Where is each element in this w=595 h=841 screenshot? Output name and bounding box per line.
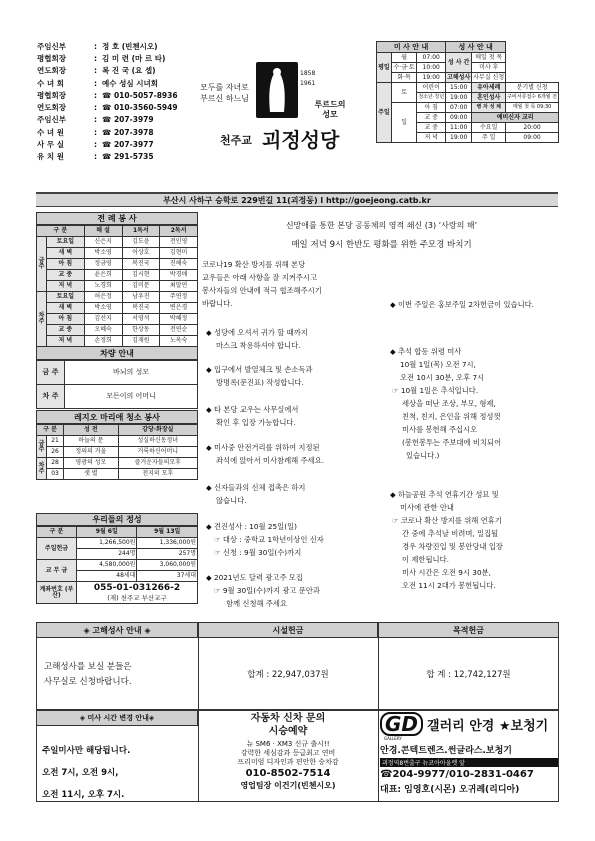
- cell: 하늘의 문: [64, 436, 118, 447]
- car-title: 차량 안내: [36, 346, 198, 360]
- notice-line: 이번 주일은 홍보주일 2차헌금이 있습니다.: [397, 300, 535, 309]
- notice-line: (봉헌봉투는 주보대에 비치되어: [402, 438, 502, 447]
- mass-slot: 저 녁: [417, 133, 446, 143]
- staff-value: 김 미 련 (마 르 타): [102, 53, 166, 63]
- group-label: 금주: [37, 237, 47, 292]
- weekday-label: 평일: [377, 53, 392, 83]
- cell: 허은정: [84, 292, 122, 303]
- car-week-label: 차 주: [37, 385, 65, 409]
- cell: 손정희: [84, 336, 122, 347]
- covid-rule: [206, 481, 384, 507]
- diamond-icon: ◆: [390, 300, 398, 309]
- group-label: 차주: [37, 292, 47, 347]
- notice-line: 견진성사 : 10월 25일(일): [213, 522, 297, 531]
- notice-line: 미사 시간은 오전 9시 30분,: [402, 568, 491, 577]
- mass-change-line: 주일미사만 해당됩니다.: [42, 746, 131, 756]
- sacrament-header: 성 사 안 내: [446, 42, 506, 53]
- account-cell: [77, 582, 198, 604]
- sacrament-name: 성 사 간: [446, 53, 472, 73]
- rule-line: 방명록(문진표) 작성합니다.: [216, 378, 304, 387]
- confession-line: 사무실로 신청바랍니다.: [44, 677, 132, 687]
- notice-line: 친척, 친지, 은인을 위해 정성껏: [402, 412, 501, 421]
- staff-key: 수 녀 회: [37, 78, 64, 88]
- cell: 정의의 거울: [64, 447, 118, 458]
- intro-line: 코로나19 확산 방지를 위해 본당: [202, 260, 306, 269]
- liturgy-table: [36, 225, 198, 347]
- col-header: 해 설: [84, 226, 122, 237]
- car-ad-phone: 010-8502-7514: [245, 768, 331, 779]
- col-header: 9월 6일: [77, 527, 137, 538]
- mass-change-line: 오전 7시, 오전 9시,: [42, 768, 119, 778]
- staff-value: ☎ 207-3977: [102, 140, 154, 150]
- car-ad-line: 강력한 세심감과 등급최고 연비: [240, 749, 336, 757]
- mass-day: 화·목: [391, 73, 416, 83]
- cell: 48세대: [77, 571, 137, 582]
- staff-key: 연도회장: [37, 66, 66, 76]
- cell: 김재원: [122, 336, 160, 347]
- covid-intro: [202, 258, 382, 310]
- notice-line: 미사에 관한 안내: [400, 503, 454, 512]
- promo-notice: [390, 298, 558, 311]
- notice-line: ☞ 9월 30일(수)까지 광고 문안과: [214, 586, 320, 595]
- car-ad-line: 프리미엄 디자인과 편안한 승차감: [237, 758, 339, 766]
- church-prefix: 천주교: [220, 134, 252, 147]
- notice-title-2: 매일 저녁 9시 한반도 평화를 위한 주모경 바치기: [291, 240, 472, 250]
- notice-line: 10월 1일(목) 오전 7시,: [400, 360, 476, 369]
- sun-label: 일: [391, 103, 416, 143]
- mass-slot: 교 중: [417, 123, 446, 133]
- staff-value: 예수 성심 시녀회: [102, 78, 158, 88]
- cell: 노옥숙: [160, 336, 198, 347]
- purpose-total: 합 계 : 12,742,127원: [426, 670, 511, 680]
- sacrament-name: 고해성사: [447, 73, 471, 81]
- row-label: 토요일: [47, 237, 85, 248]
- sacrament-name: 병 자 성 체: [472, 103, 506, 113]
- intro-line: 봉사자들의 안내에 적극 협조해주시기: [202, 286, 322, 295]
- cell: 전인영: [160, 237, 198, 248]
- catechism-header: 예비신자 교리: [472, 113, 559, 123]
- row-label: 계좌번호 (부산): [37, 582, 77, 604]
- cell: 257명: [137, 549, 198, 560]
- mass-change-text: [42, 740, 130, 806]
- slogan-text: 모두를 자녀로 부르신 하느님: [200, 83, 249, 103]
- notice-line: 간 중에 추석날 비려며, 밀집될: [402, 529, 499, 538]
- staff-key: 주임신부: [37, 115, 66, 125]
- cell: 박소영: [84, 303, 122, 314]
- car-ad: [198, 712, 378, 792]
- cell: 거룩하신어머니: [118, 447, 197, 458]
- staff-key: 사 무 실: [37, 140, 64, 150]
- col-header: 구 분: [37, 425, 64, 436]
- cell: 26: [47, 447, 64, 458]
- staff-key: 평협회장: [37, 53, 66, 63]
- car-ad-line: 뉴 SM6 · XM3 신규 출시!!: [246, 740, 330, 748]
- cell: 1,266,500원: [77, 538, 137, 549]
- glasses-ad-rep: 대표: 임영호(시몬) 오귀례(리디아): [380, 785, 520, 795]
- covid-rule: [206, 403, 384, 429]
- mass-slot: 청소년·청년: [417, 93, 446, 103]
- notice-line: 추석 합동 위령 미사: [397, 347, 462, 356]
- glasses-ad-address: 괴정역8번출구 뉴코아아울렛 앞: [380, 758, 558, 767]
- madonna-emblem: [256, 62, 298, 118]
- church-name: 괴정성당: [262, 128, 340, 152]
- mass-time: 19:00: [446, 93, 472, 103]
- cell: 영광의 성모: [64, 458, 118, 469]
- rule-line: 미사중 안전거리를 위하여 지정된: [213, 443, 320, 452]
- row-label: 교 무 금: [37, 560, 77, 582]
- row-label: 저 녁: [47, 281, 85, 292]
- group-label: 금주: [37, 436, 47, 458]
- rule-line: 신자들과의 신체 접촉은 하지: [213, 483, 306, 492]
- row-label: 아 침: [47, 314, 85, 325]
- mass-time: 10:00: [417, 63, 446, 73]
- cell: 복진국: [122, 259, 160, 270]
- col-header: 강당·화장실: [118, 425, 197, 436]
- staff-key: 연도회장: [37, 103, 66, 113]
- car-week-value: 바뇌의 성모: [65, 361, 198, 385]
- confession-line: 고해성사를 보실 분들은: [44, 662, 132, 672]
- staff-key: 주임신부: [37, 41, 66, 51]
- rule-line: 입구에서 발열체크 및 손소독과: [213, 365, 313, 374]
- notice-line: ☞ 10월 1일은 추석입니다.: [392, 386, 479, 395]
- offering-table: [36, 526, 198, 604]
- car-ad-subtitle: 시승예약: [268, 726, 308, 737]
- cell: 즐거운자들의모후: [118, 458, 197, 469]
- row-label: 새 벽: [47, 248, 85, 259]
- cell: 남우진: [122, 292, 160, 303]
- cell: 한상동: [122, 325, 160, 336]
- sacrament-info: 매월 첫 목 09:30: [506, 103, 559, 113]
- rule-line: 좌석에 앉아서 미사참례해 주세요.: [216, 456, 324, 465]
- chuseok-mass-notice: [390, 345, 560, 462]
- cell: 변은경: [160, 303, 198, 314]
- cell: 주연정: [160, 292, 198, 303]
- sacrament-info: 매일 첫 목: [472, 53, 506, 63]
- covid-rule: [206, 441, 384, 467]
- cell: 김선지: [84, 314, 122, 325]
- mass-change-line: 오전 11시, 오후 7시.: [42, 790, 125, 800]
- mass-slot: 아 침: [417, 103, 446, 113]
- sacrament-info: 사무실 신청: [473, 73, 505, 81]
- diamond-icon: ◆: [206, 522, 214, 531]
- staff-key: 평협회장: [37, 90, 66, 100]
- mass-time: 07:00: [446, 103, 472, 113]
- diamond-icon: ◆: [206, 405, 214, 414]
- row-label: 교 중: [47, 325, 85, 336]
- notice-line: ☞ 대상 : 중학교 1학년이상인 신자: [214, 535, 324, 544]
- rule-line: 확인 후 입장 가능합니다.: [216, 418, 296, 427]
- cell: 노경희: [84, 281, 122, 292]
- cell: 성실하신동정녀: [118, 436, 197, 447]
- cell: 박소영: [84, 248, 122, 259]
- col-header: 구 분: [37, 527, 77, 538]
- sacrament-info: 미사 후: [472, 63, 506, 73]
- cell: 3,060,000원: [137, 560, 198, 571]
- cell: 오혜숙: [84, 325, 122, 336]
- cell: 전연순: [160, 325, 198, 336]
- catechism-time: 20:00: [506, 123, 559, 133]
- cell: 김도윤: [122, 237, 160, 248]
- account-number: 055-01-031266-2: [93, 582, 181, 593]
- cell: 최말연: [160, 281, 198, 292]
- mass-slot: 어린이: [417, 83, 446, 93]
- mass-header: 미 사 안 내: [377, 42, 446, 53]
- intro-line: 교우들은 아래 사항을 잘 지켜주시고: [202, 273, 318, 282]
- mass-time: 07:00: [417, 53, 446, 63]
- row-label: 새 벽: [47, 303, 85, 314]
- sacrament-name: 혼인성사: [472, 93, 506, 103]
- mass-time: 19:00: [446, 133, 472, 143]
- sacrament-info: 구비서류접수 6개월 전: [506, 93, 559, 103]
- facility-total: 합계 : 22,947,037원: [247, 670, 329, 680]
- staff-value: ☎ 207-3978: [102, 127, 154, 137]
- row-label: 아 침: [47, 259, 85, 270]
- offering-title: 우리들의 정성: [36, 513, 198, 526]
- cemetery-notice: [390, 488, 560, 592]
- glasses-logo-mark: GD: [380, 712, 423, 736]
- cell: 김시현: [122, 270, 160, 281]
- liturgy-title: 전 례 봉 사: [36, 212, 198, 225]
- diamond-icon: ◆: [206, 443, 214, 452]
- legio-table: [36, 424, 198, 480]
- diamond-icon: ◆: [390, 347, 398, 356]
- catechism-time: 09:00: [506, 133, 559, 143]
- sunday-label: 주일: [377, 83, 392, 143]
- car-ad-contact: 영업팀장 이건기(빈첸시오): [240, 781, 336, 790]
- staff-value: ☎ 010-3560-5949: [102, 103, 178, 113]
- diamond-icon: ◆: [206, 573, 214, 582]
- staff-list: 주임신부 : 정 호 (빈첸시오) 평협회장 : 김 미 련 (마 르 타) 연도회장 : 복 진 국 (요 셉) 수 녀 회 : 예수 성심 시녀회 평협회장 : ☎ 010-5057-8936 연도회장 : ☎ 010-3560-5949 주임신부 : ☎ 207-3979 수 녀 원 : ☎ 207-3978 사 무 실 : ☎ 207-3977 유 치 원 : ☎ 291-5735: [37, 41, 178, 162]
- rule-line: 마스크 착용하셔야 합니다.: [216, 341, 301, 350]
- address-bar: 부산시 사하구 승학로 229번길 11(괴정동) l http://goejeong.catb.kr: [36, 192, 558, 207]
- mass-change-header: ◈ 미사 시간 변경 안내◈: [36, 710, 198, 726]
- calendar-notice: [206, 571, 384, 610]
- mass-time: 15:00: [446, 83, 472, 93]
- diamond-icon: ◆: [206, 328, 214, 337]
- diamond-icon: ◆: [206, 365, 214, 374]
- cell: 37세대: [137, 571, 198, 582]
- col-header: 성 전: [64, 425, 118, 436]
- staff-value: 정 호 (빈첸시오): [102, 41, 158, 51]
- staff-value: 복 진 국 (요 셉): [102, 66, 156, 76]
- cell: 박혜정: [160, 314, 198, 325]
- cell: 신은지: [84, 237, 122, 248]
- cell: 03: [47, 469, 64, 480]
- col-header: 1독서: [122, 226, 160, 237]
- years-bottom: 1961: [300, 80, 316, 87]
- intro-line: 바랍니다.: [202, 299, 233, 308]
- rule-line: 타 본당 교우는 사무실에서: [213, 405, 299, 414]
- confession-header: ◈ 고해성사 안내 ◈: [36, 622, 198, 638]
- glasses-ad-name: 갤러리 안경 ★보청기: [427, 718, 549, 734]
- staff-value: ☎ 207-3979: [102, 115, 154, 125]
- mass-time: 19:00: [417, 73, 446, 83]
- cell: 김미문: [122, 281, 160, 292]
- parish-logo: [200, 60, 370, 180]
- staff-value: ☎ 010-5057-8936: [102, 90, 178, 100]
- row-label: 주일헌금: [37, 538, 77, 560]
- notice-line: ☞ 신청 : 9월 30일(수)까지: [214, 548, 302, 557]
- cell: 복진국: [122, 303, 160, 314]
- diamond-icon: ◆: [390, 490, 398, 499]
- divider: [378, 710, 379, 802]
- notice-line: 함께 신청해 주세요: [226, 599, 288, 608]
- notice-line: 이 제한됩니다.: [402, 555, 449, 564]
- cell: 1,336,000원: [137, 538, 198, 549]
- notice-line: 있습니다.): [406, 451, 440, 460]
- cell: 윤은희: [84, 270, 122, 281]
- covid-rule: [206, 363, 384, 389]
- staff-value: ☎ 291-5735: [102, 152, 154, 162]
- cell: 21: [47, 436, 64, 447]
- notice-line: 경우 차량진입 및 봉안당내 입장: [402, 542, 503, 551]
- car-ad-title: 자동차 신차 문의: [250, 713, 326, 724]
- notice-line: 미사를 봉헌해 주십시오: [402, 425, 478, 434]
- cell: 정금영: [84, 259, 122, 270]
- glasses-ad-sub: GALLERY: [384, 736, 402, 741]
- notice-line: 세상을 떠난 조상, 부모, 형제,: [402, 399, 496, 408]
- notice-title-1: 신망애를 통한 본당 공동체의 영적 쇄신 (3) ‘사랑의 해’: [285, 221, 478, 230]
- cell: 244명: [77, 549, 137, 560]
- facility-offering-header: 시설헌금: [198, 622, 378, 638]
- catechism-day: 주 일: [472, 133, 506, 143]
- car-table: [36, 360, 198, 409]
- staff-key: 수 녀 원: [37, 127, 64, 137]
- lourdes-label: 루르드의 성모: [314, 100, 346, 119]
- sacrament-name: 유아세례: [472, 83, 506, 93]
- row-label: 토요일: [47, 292, 85, 303]
- col-header: 9월 13일: [137, 527, 198, 538]
- mass-day: 월: [391, 53, 416, 63]
- diamond-icon: ◆: [206, 483, 214, 492]
- cell: 김현미: [160, 248, 198, 259]
- staff-key: 유 치 원: [37, 152, 64, 162]
- cell: 서영석: [122, 314, 160, 325]
- rule-line: 성당에 오셔서 귀가 할 때까지: [213, 328, 308, 337]
- notice-line: 하늘공원 추석 연휴기간 성묘 및: [397, 490, 499, 499]
- mass-day: 수·금·토: [391, 63, 416, 73]
- notice-line: ☞ 코로나 확산 방지를 위해 연휴기: [392, 516, 502, 525]
- row-label: 교 중: [47, 270, 85, 281]
- col-header: 구 분: [37, 226, 85, 237]
- notice-line: 오전 10시 30분, 오후 7시: [400, 373, 485, 382]
- covid-rule: [206, 326, 384, 352]
- notice-line: 오전 11시 2대가 봉헌됩니다.: [402, 581, 496, 590]
- glasses-ad-products: 안경.콘텍트렌즈.썬글라스.보청기: [380, 746, 512, 756]
- notice-line: 2021년도 달력 광고주 모집: [213, 573, 303, 582]
- confession-text: [44, 660, 132, 690]
- account-owner: (재) 천주교 부산교구: [107, 593, 167, 602]
- cell: 진해숙: [160, 259, 198, 270]
- years-top: 1858: [300, 70, 316, 77]
- legio-title: 레지오 마리애 청소 봉사: [36, 410, 198, 424]
- col-header: 2독서: [160, 226, 198, 237]
- mass-schedule-table: [376, 41, 559, 143]
- row-label: 저 녁: [47, 336, 85, 347]
- rule-line: 않습니다.: [216, 496, 247, 505]
- mass-slot: 교 중: [417, 113, 446, 123]
- car-week-label: 금 주: [37, 361, 65, 385]
- catechism-day: 수요일: [472, 123, 506, 133]
- glasses-ad: [380, 712, 558, 795]
- car-week-value: 모든이의 어머니: [65, 385, 198, 409]
- sat-label: 토: [391, 83, 416, 103]
- cell: 박경애: [160, 270, 198, 281]
- cell: 28: [47, 458, 64, 469]
- mass-time: 11:00: [446, 123, 472, 133]
- cell: 4,580,000원: [77, 560, 137, 571]
- sacrament-info: 분기별 신청: [506, 83, 559, 93]
- cell: 샛 별: [64, 469, 118, 480]
- mass-time: 09:00: [446, 113, 472, 123]
- purpose-offering-header: 목적헌금: [378, 622, 559, 638]
- glasses-ad-phone: ☎204-9977/010-2831-0467: [380, 769, 534, 780]
- group-label: 차주: [37, 458, 47, 480]
- cell: 이상호: [122, 248, 160, 259]
- cell: 천지의 모후: [118, 469, 197, 480]
- confirmation-notice: [206, 520, 384, 559]
